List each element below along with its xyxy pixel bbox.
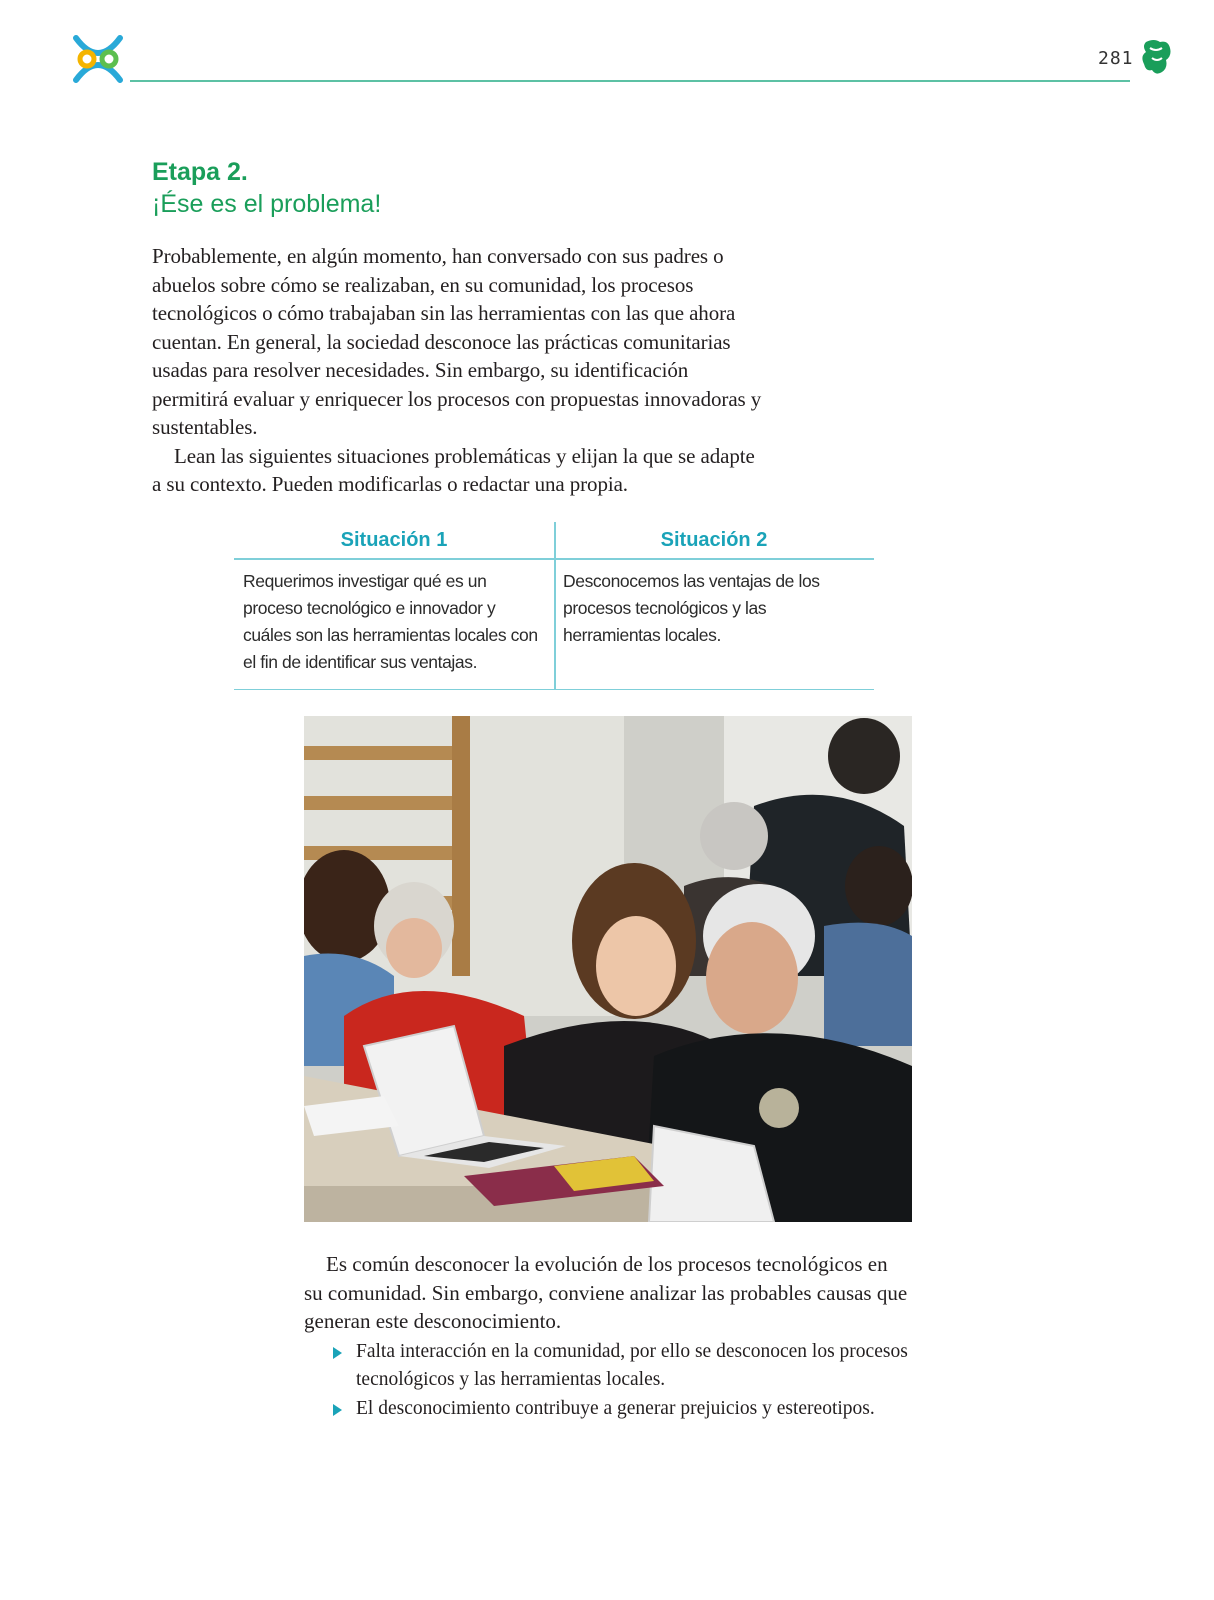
situations-table [234, 522, 874, 690]
intro-instruction: Lean las siguientes situaciones problemáticas y elijan la que se adapte a su contexto. Pueden modificarlas o redactar una propia. [152, 443, 755, 496]
header-rule [130, 80, 1130, 82]
intro-text [152, 242, 762, 499]
intro-paragraph: Probablemente, en algún momento, han conversado con sus padres o abuelos sobre cómo se realizaban, en su comunidad, los procesos tecnológicos o cómo trabajaban sin las herramientas con las que ahora cuentan. En general, la sociedad desconoce las prácticas comunitarias usadas para resolver necesidades. Sin embargo, su identificación permitirá evaluar y enriquecer los procesos con propuestas innovadoras y sustentables. [152, 244, 762, 439]
situation-2-column [554, 522, 874, 649]
list-item-text: El desconocimiento contribuye a generar prejuicios y estereotipos. [356, 1397, 875, 1419]
corner-glyph-icon [1140, 38, 1172, 76]
stage-heading [152, 156, 381, 220]
conclusion-text [304, 1250, 908, 1423]
stage-subtitle: ¡Ése es el problema! [152, 190, 382, 218]
stage-title: Etapa 2. [152, 158, 248, 186]
situation-1-text: Requerimos investigar qué es un proceso tecnológico e innovador y cuáles son las herramientas locales con el fin de identificar sus ventajas. [243, 571, 538, 672]
classroom-laptops-photo [304, 716, 912, 1222]
conclusion-paragraph: Es común desconocer la evolución de los procesos tecnológicos en su comunidad. Sin embargo, conviene analizar las probables causas que generan este desconocimiento. [304, 1252, 908, 1333]
bullet-arrow-icon [333, 1347, 342, 1359]
situation-1-title: Situación 1 [340, 529, 448, 551]
page-number: 281 [1098, 48, 1134, 69]
list-item [304, 1338, 908, 1395]
situation-1-column [234, 522, 554, 676]
program-logo-icon [72, 34, 124, 84]
bullet-arrow-icon [333, 1404, 342, 1416]
situation-2-text: Desconocemos las ventajas de los procesos tecnológicos y las herramientas locales. [563, 571, 820, 645]
causes-list [304, 1338, 908, 1424]
list-item [304, 1395, 908, 1424]
list-item-text: Falta interacción en la comunidad, por ello se desconocen los procesos tecnológicos y las herramientas locales. [356, 1340, 908, 1390]
situation-2-title: Situación 2 [660, 529, 768, 551]
